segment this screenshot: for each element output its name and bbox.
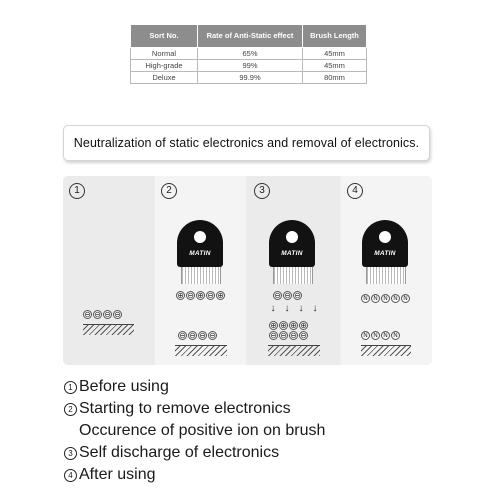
negative-charge-icon: ⊖	[114, 310, 121, 319]
ground-surface	[361, 345, 411, 356]
table-header-row	[131, 25, 367, 48]
neutral-charge-icon: N	[401, 294, 410, 303]
neutral-charge-icon: N	[371, 331, 380, 340]
arrow-down-icon: ↓	[270, 303, 276, 314]
table-cell: 99%	[198, 60, 303, 72]
brush-icon	[362, 220, 408, 267]
neutral-charge-icon: N	[381, 331, 390, 340]
negative-charge-icon: ⊖	[187, 291, 194, 300]
negative-charge-icon: ⊖	[280, 331, 287, 340]
brush-logo: MATIN	[374, 250, 396, 257]
negative-charges	[269, 331, 308, 340]
step-number: 1	[64, 381, 77, 394]
step-legend	[64, 376, 325, 486]
legend-item	[64, 442, 325, 464]
process-diagram	[63, 176, 432, 365]
positive-negative-charges	[176, 291, 225, 300]
negative-charge-icon: ⊖	[84, 310, 91, 319]
stage-number: 3	[254, 183, 270, 199]
negative-charge-icon: ⊖	[104, 310, 111, 319]
positive-charge-icon: ⊕	[270, 321, 277, 330]
brush-bristles	[366, 267, 406, 284]
table-cell: 45mm	[303, 48, 367, 60]
table-cell: 80mm	[303, 72, 367, 84]
legend-item	[64, 398, 325, 420]
negative-charges	[273, 291, 302, 300]
legend-item	[64, 376, 325, 398]
stage-2-panel	[155, 176, 246, 365]
arrow-down-icon: ↓	[284, 303, 290, 314]
step-number: 3	[64, 447, 77, 460]
neutral-charges	[361, 331, 400, 340]
negative-charge-icon: ⊖	[199, 331, 206, 340]
legend-text: Before using	[79, 378, 169, 395]
negative-charges	[83, 310, 122, 319]
ground-surface	[175, 345, 227, 356]
stage-3-panel	[248, 176, 339, 365]
legend-item	[64, 464, 325, 486]
positive-charge-icon: ⊕	[217, 291, 224, 300]
discharge-arrows	[269, 304, 319, 314]
stage-1-panel	[63, 176, 154, 365]
stage-number: 1	[69, 183, 85, 199]
table-cell: 65%	[198, 48, 303, 60]
positive-charge-icon: ⊕	[290, 321, 297, 330]
legend-text: Starting to remove electronics	[79, 400, 291, 417]
headline-banner: Neutralization of static electronics and removal of electronics.	[63, 125, 430, 161]
negative-charge-icon: ⊖	[300, 331, 307, 340]
col-anti-static-rate: Rate of Anti-Static effect	[198, 25, 303, 48]
neutral-charge-icon: N	[381, 294, 390, 303]
positive-charge-icon: ⊕	[177, 291, 184, 300]
spec-table	[130, 24, 367, 84]
brush-hole	[379, 231, 391, 243]
stage-number: 2	[161, 183, 177, 199]
table-row	[131, 48, 367, 60]
table-row	[131, 60, 367, 72]
positive-charge-icon: ⊕	[280, 321, 287, 330]
negative-charge-icon: ⊖	[209, 331, 216, 340]
negative-charge-icon: ⊖	[94, 310, 101, 319]
table-cell: 99.9%	[198, 72, 303, 84]
negative-charge-icon: ⊖	[179, 331, 186, 340]
arrow-down-icon: ↓	[312, 303, 318, 314]
table-cell: High-grade	[131, 60, 198, 72]
neutral-charge-icon: N	[391, 331, 400, 340]
table-cell: 45mm	[303, 60, 367, 72]
brush-icon	[269, 220, 315, 267]
brush-bristles	[273, 267, 313, 284]
table-row	[131, 72, 367, 84]
ground-surface	[268, 345, 320, 356]
table-cell: Deluxe	[131, 72, 198, 84]
ground-surface	[83, 324, 134, 335]
brush-bristles	[181, 267, 221, 284]
table-cell: Normal	[131, 48, 198, 60]
legend-item	[64, 420, 325, 442]
negative-charge-icon: ⊖	[294, 291, 301, 300]
stage-number: 4	[347, 183, 363, 199]
arrow-down-icon: ↓	[298, 303, 304, 314]
neutral-charge-icon: N	[361, 331, 370, 340]
brush-icon	[177, 220, 223, 267]
neutral-charge-icon: N	[361, 294, 370, 303]
negative-charges	[178, 331, 217, 340]
brush-logo: MATIN	[189, 250, 211, 257]
negative-charge-icon: ⊖	[207, 291, 214, 300]
step-number: 2	[64, 403, 77, 416]
negative-charge-icon: ⊖	[189, 331, 196, 340]
brush-hole	[286, 231, 298, 243]
col-sort-no: Sort No.	[131, 25, 198, 48]
positive-charge-icon: ⊕	[197, 291, 204, 300]
legend-text: After using	[79, 466, 156, 483]
step-number: 4	[64, 469, 77, 482]
neutral-charge-icon: N	[371, 294, 380, 303]
brush-hole	[194, 231, 206, 243]
stage-4-panel	[341, 176, 432, 365]
legend-text: Self discharge of electronics	[79, 444, 280, 461]
negative-charge-icon: ⊖	[270, 331, 277, 340]
positive-charge-icon: ⊕	[300, 321, 307, 330]
col-brush-length: Brush Length	[303, 25, 367, 48]
positive-charges	[269, 321, 308, 330]
neutral-charge-icon: N	[391, 294, 400, 303]
negative-charge-icon: ⊖	[290, 331, 297, 340]
legend-text: Occurence of positive ion on brush	[79, 422, 326, 439]
neutral-charges	[361, 294, 410, 303]
negative-charge-icon: ⊖	[274, 291, 281, 300]
brush-logo: MATIN	[281, 250, 303, 257]
negative-charge-icon: ⊖	[284, 291, 291, 300]
